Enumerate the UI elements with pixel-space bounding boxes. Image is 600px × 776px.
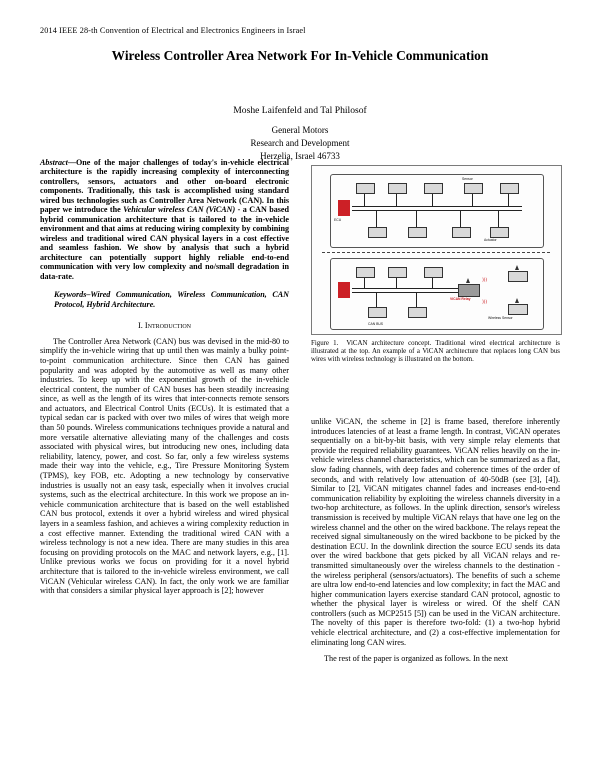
abstract-emphasis: Vehicular wireless CAN (ViCAN) [123,205,236,215]
node-box-b-ecu-2 [388,267,407,278]
bus-line-top [352,210,522,211]
keywords [40,290,289,309]
drop-line-3 [432,192,433,206]
abstract-text-2: - a CAN based hybrid communication architecture that is tailored to the in-vehicle environment and that aims at reducing wiring complexity by combining wireless and traditional wired CAN physical layers in a cost effective and seamless fashion. We show by analysis that such a hybrid architecture can potentially support highly reliable end-to-end communication with very low complexity and no/small degradation in data-rate. [40,205,290,281]
figure-1-image [311,165,562,335]
relay-antenna-icon [466,278,470,283]
node-box-ecu-2 [388,183,407,194]
node-box-sensor-top [464,183,483,194]
bus-line-top-2 [352,206,522,207]
keywords-label: Keywords [54,290,87,300]
paragraph-right-2: The rest of the paper is organized as follows. In the next [324,654,509,664]
affiliation-line-2: Research and Development [250,138,350,148]
label-vican-relay: ViCAN Relay [450,297,471,301]
drop-line-7 [416,211,417,227]
conference-header: 2014 IEEE 28-th Convention of Electrical and Electronics Engineers in Israel [40,26,306,35]
abstract [40,158,289,281]
section-heading-introduction: I. Introduction [137,321,191,331]
drop-line-b5 [416,293,417,307]
abstract-label: Abstract [40,158,68,167]
node-box-ecu-1 [356,183,375,194]
label-sensor-top: Sensor [462,177,473,181]
node-box-ecu-4 [500,183,519,194]
left-column [40,158,289,596]
wireless-actuator-box [508,304,528,315]
right-column [311,417,560,664]
node-box-b-ecu-5 [408,307,427,318]
drop-line-6 [376,211,377,227]
node-box-b-ecu-1 [356,267,375,278]
node-box-b-ecu-3 [424,267,443,278]
node-box-ecu-3 [424,183,443,194]
label-ecu-top: ECU [334,218,342,222]
keywords-dash: – [86,290,91,300]
keywords-text: Wired Communication, Wireless Communication, CAN Protocol, Hybrid Architecture. [54,290,289,309]
wireless-actuator-antenna-icon [515,298,519,303]
gateway-block-top [338,200,350,216]
paragraph-intro-1: The Controller Area Network (CAN) bus was devised in the mid-80 to simplify the in-vehicle wiring that up until then was mainly a bulky point-to-point communication architecture. Since then CAN has gained popularity and was adopted by the automotive as well as many other industries. To keep up with the exponential growth of the in-vehicle electrical content, the number of CAN buses has been steadily increasing since, as well as the length of its wires that inter-connects remote sensors and actuators, and Electrical Control Units (ECUs). It is estimated that a typical sedan car is packed with over two miles of wires that weigh more than 50 pounds. Wireless communications techniques provide a natural and more versatile alternative alleviating many of the challenges and costs associated with physical wires, but introducing new ones, including data reliability, latency, power, and cost. So far, only a few wireless systems made their way into the vehicle, e.g., Tire Pressure Monitoring System (TPMS), key FOB, etc. Adopting a new technology by conservative industries is usually not an easy task, especially when it involves crucial systems, such as the electrical architecture. In this work we propose an in-vehicle communication architecture that is based on the well established CAN bus protocol, extends it over a hybrid wireless and wired physical layers in a seamless fashion, and achieves a wiring complexity reduction in a cost effective manner. Extending the traditional wired CAN with a wireless technology is not a new idea. There are many studies in this area focusing on providing protocols on the MAC and network layers, e.g., [1]. Unlike previous works we focus on providing for it a novel hybrid architecture that is tailored to the in-vehicle wireless environment, we call ViCAN (Vehicular wireless CAN). In fact, the only work we are familiar with that considers a similar physical layer approach is [2]; however [40,336,289,596]
affiliation-line-3: Herzelia, Israel 46733 [260,151,340,161]
drop-line-5 [508,192,509,206]
node-box-actuator-top [490,227,509,238]
label-can-bus-bottom: CAN BUS [368,322,384,326]
node-box-ecu-6 [408,227,427,238]
figure-1-caption-text: ViCAN architecture concept. Traditional wired electrical architecture is illustrated at the top. An example of a ViCAN architecture that replaces long CAN bus wires with wireless technology is illustrated on the bottom. [311,340,560,364]
abstract-text-1: One of the major challenges of today's in-vehicle electrical architecture is the rapidly increasing complexity of interconnecting controllers, sensors, actuators and other on-board electronic components. Traditionally, this task is accomplished using standard wired bus technologies such as Controller Area Network (CAN). In this paper we introduce the [40,158,289,215]
affiliation-line-1: General Motors [271,125,329,135]
drop-line-9 [498,211,499,227]
label-actuator-top: Actuator [484,238,497,242]
abstract-dash: — [67,158,76,167]
figure-1 [311,165,560,364]
figure-1-caption [311,340,560,364]
bus-line-bottom [352,292,462,293]
wireless-sensor-box [508,271,528,282]
label-wireless-sensor: Wireless Sensor [488,316,513,320]
drop-line-8 [460,211,461,227]
authors-block [40,105,560,164]
drop-line-2 [396,192,397,206]
node-box-ecu-5 [368,227,387,238]
node-box-b-ecu-4 [368,307,387,318]
wireless-wave-2: ))) [482,300,487,305]
wireless-wave-1: ))) [482,278,487,283]
paragraph-right-1: unlike ViCAN, the scheme in [2] is frame based, therefore inherently introduces latencies of at least a frame length. In contrast, ViCAN operates sequentially on a bit-by-bit basis, with very simple relay elements that provide the required reliability guarantees. ViCAN relies heavily on the in-vehicle wireless channel characteristics, which can be summarized as a flat, slow fading channels, with deep fades and coherence times of the order of seconds, and with relatively low attenuation of 40-50dB (see [3], [4]). Similar to [2], ViCAN mitigates channel fades and increases end-to-end communication reliability by exploiting the wireless channels diversity in a two-hop architecture, as follows. In the uplink direction, sensor's wireless transmission is received by multiple ViCAN relays that have one leg on the wireless channel and the other on the wired backbone. The relays repeat the received signal simultaneously on the wired backbone to be picked by the destination ECU. In the downlink direction the source ECU sends its data over the wired backbone that gets picked by all ViCAN relays and re-transmitted simultaneously over the wireless channels to the destination - the wireless peripheral (sensors/actuators). The benefits of such a scheme are ultra low end-to-end latencies and low complexity; in fact the MAC and higher communication layers exercise standard CAN protocol, agnostic to whether the physical layer is wireless or wired. Of the shelf CAN controllers (such as MCP2515 [5]) can be used in the ViCAN architecture. The novelty of this paper is therefore two-fold: (1) a two-hop hybrid vehicle electrical architecture, and (2) a cost-effective implementation for eliminating long CAN wires. [311,417,560,647]
drop-line-b4 [376,293,377,307]
drop-line-1 [364,192,365,206]
drop-line-4 [472,192,473,206]
figure-divider [322,252,550,253]
bus-line-bottom-2 [352,288,462,289]
node-box-ecu-7 [452,227,471,238]
figure-1-label: Figure 1. [311,340,339,347]
wireless-sensor-antenna-icon [515,265,519,270]
author-names: Moshe Laifenfeld and Tal Philosof [233,105,367,116]
page-title: Wireless Controller Area Network For In-Vehicle Communication [111,48,489,63]
vican-relay-box [458,284,480,297]
gateway-block-bottom [338,282,350,298]
